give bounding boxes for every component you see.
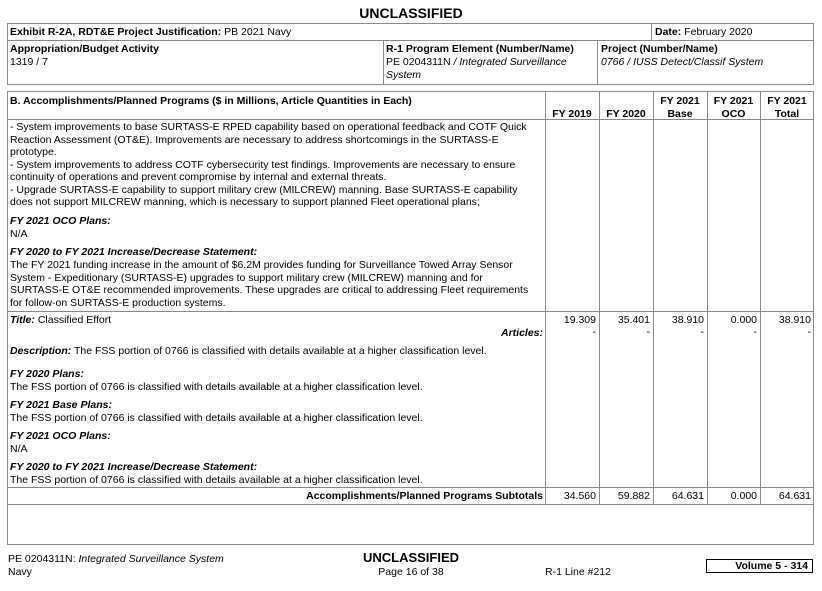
effort-description	[10, 345, 487, 357]
date-label: Date:	[655, 26, 682, 38]
page-number: Page 16 of 38	[378, 566, 444, 578]
col-header-line1	[545, 95, 599, 108]
bottom-classification: UNCLASSIFIED	[362, 550, 460, 565]
articles-fy2021-base: -	[700, 326, 704, 338]
pe-name-line2: System	[386, 69, 422, 81]
effort-title	[10, 314, 111, 326]
articles-fy2021-oco: -	[753, 326, 757, 338]
oco-plans-label: FY 2021 OCO Plans:	[10, 215, 111, 227]
subtotals-label: Accomplishments/Planned Programs Subtotals	[306, 490, 543, 502]
appropriation-value: 1319 / 7	[10, 56, 48, 68]
description-text: The FSS portion of 0766 is classified with details available at a higher classification level.	[74, 345, 487, 357]
r1-line: R-1 Line #212	[545, 566, 611, 578]
col-header-line1: FY 2021	[713, 95, 754, 107]
value-fy2020: 35.401	[617, 314, 650, 326]
col-header-line2: FY 2019	[552, 107, 592, 120]
fy2021-oco-plans-label: FY 2021 OCO Plans:	[10, 430, 111, 442]
text-line: - System improvements to address COTF cybersecurity test findings. Improvements are necessary to ensure	[10, 158, 516, 171]
increase-decrease-label: FY 2020 to FY 2021 Increase/Decrease Statement:	[10, 246, 258, 258]
text-line: - System improvements to base SURTASS-E RPED capability based on operational feedback and COTF Quick	[10, 121, 527, 133]
description-label: Description:	[10, 345, 72, 357]
text-line: Reaction Assessment (OT&E). Improvements are necessary to address shortcomings in the SURTASS-E	[10, 133, 499, 146]
text-line: does not support MILCREW manning, which is necessary to support planned Fleet operational plans;	[10, 196, 480, 208]
col-header-line2: FY 2020	[606, 107, 646, 120]
col-header-fy2020	[599, 95, 653, 120]
exhibit-value: PB 2021 Navy	[224, 26, 292, 38]
value-fy2021-oco: 0.000	[730, 314, 757, 326]
volume-box	[706, 559, 813, 573]
project-value: 0766 / IUSS Detect/Classif System	[601, 56, 764, 68]
footer-service: Navy	[8, 566, 32, 578]
section-title: B. Accomplishments/Planned Programs ($ in Millions, Article Quantities in Each)	[10, 95, 412, 107]
fy2020-plans-text: The FSS portion of 0766 is classified with details available at a higher classification level.	[10, 381, 423, 393]
footer-pe-name: Integrated Surveillance System	[78, 553, 224, 565]
effort-increase-decrease-label: FY 2020 to FY 2021 Increase/Decrease Statement:	[10, 461, 258, 473]
date-value: February 2020	[684, 26, 753, 38]
text-line: System - Expeditionary (SURTASS-E) upgrades to support military crew (MILCREW) manning and for	[10, 271, 483, 284]
col-header-line1: FY 2021	[767, 95, 807, 107]
value-fy2019: 19.309	[563, 314, 596, 326]
continued-description	[10, 121, 544, 209]
program-element-value	[386, 56, 567, 68]
value-fy2021-base: 38.910	[671, 314, 704, 326]
text-line: for follow-on SURTASS-E production systems.	[10, 296, 226, 309]
fy2021-base-plans-label: FY 2021 Base Plans:	[10, 399, 112, 411]
col-header-line2: Base	[667, 107, 693, 120]
text-line: - Upgrade SURTASS-E capability to support military crew (MILCREW) manning. Base SURTASS-E capability	[10, 183, 518, 196]
col-header-fy2021-base	[653, 95, 707, 120]
articles-fy2019: -	[592, 326, 596, 338]
subtotal-fy2021-base: 64.631	[671, 490, 704, 502]
program-element-label: R-1 Program Element (Number/Name)	[386, 43, 574, 55]
col-header-line1	[599, 95, 653, 108]
volume-label: Volume 5 - 314	[735, 560, 808, 572]
value-fy2021-total: 38.910	[778, 314, 811, 326]
subtotal-fy2021-total: 64.631	[778, 490, 811, 502]
footer-pe-number: PE 0204311N:	[8, 553, 76, 565]
text-line: The FY 2021 funding increase in the amount of $6.2M provides funding for Surveillance Towed Array Sensor	[10, 259, 513, 271]
subtotal-fy2021-oco: 0.000	[730, 490, 757, 502]
articles-label: Articles:	[500, 327, 543, 339]
col-header-line1: FY 2021	[660, 95, 700, 107]
fy2021-oco-plans-text: N/A	[10, 443, 28, 455]
footer-program-element	[8, 553, 224, 565]
effort-title-value: Classified Effort	[37, 314, 112, 326]
col-header-line2: OCO	[721, 107, 746, 120]
text-line: prototype.	[10, 146, 57, 158]
pe-name-line1: / Integrated Surveillance	[453, 56, 567, 68]
increase-decrease-text	[10, 259, 544, 309]
project-label: Project (Number/Name)	[601, 43, 718, 55]
effort-increase-decrease-text: The FSS portion of 0766 is classified with details available at a higher classification level.	[10, 474, 423, 486]
subtotal-fy2019: 34.560	[563, 490, 596, 502]
col-header-fy2021-total	[760, 95, 814, 120]
col-header-fy2021-oco	[707, 95, 760, 120]
articles-fy2021-total: -	[807, 326, 811, 338]
pe-number: PE 0204311N	[386, 56, 451, 68]
col-header-fy2019	[545, 95, 599, 120]
effort-title-label: Title:	[10, 314, 35, 326]
col-header-line2: Total	[774, 107, 800, 120]
exhibit-title	[10, 26, 291, 38]
text-line: SURTASS-E OT&E recommended improvements. These upgrades are critical to addressing Fleet requirements	[10, 284, 529, 296]
appropriation-label: Appropriation/Budget Activity	[10, 43, 159, 55]
fy2021-base-plans-text: The FSS portion of 0766 is classified with details available at a higher classification level.	[10, 412, 423, 424]
report-date	[655, 26, 752, 38]
top-classification: UNCLASSIFIED	[359, 5, 463, 21]
oco-plans-text: N/A	[10, 228, 28, 240]
articles-fy2020: -	[646, 326, 650, 338]
fy2020-plans-label: FY 2020 Plans:	[10, 368, 84, 380]
text-line: continuity of operations and prevent compromise by internal and external threats.	[10, 171, 387, 183]
exhibit-label: Exhibit R-2A, RDT&E Project Justification:	[10, 26, 222, 38]
subtotal-fy2020: 59.882	[617, 490, 650, 502]
